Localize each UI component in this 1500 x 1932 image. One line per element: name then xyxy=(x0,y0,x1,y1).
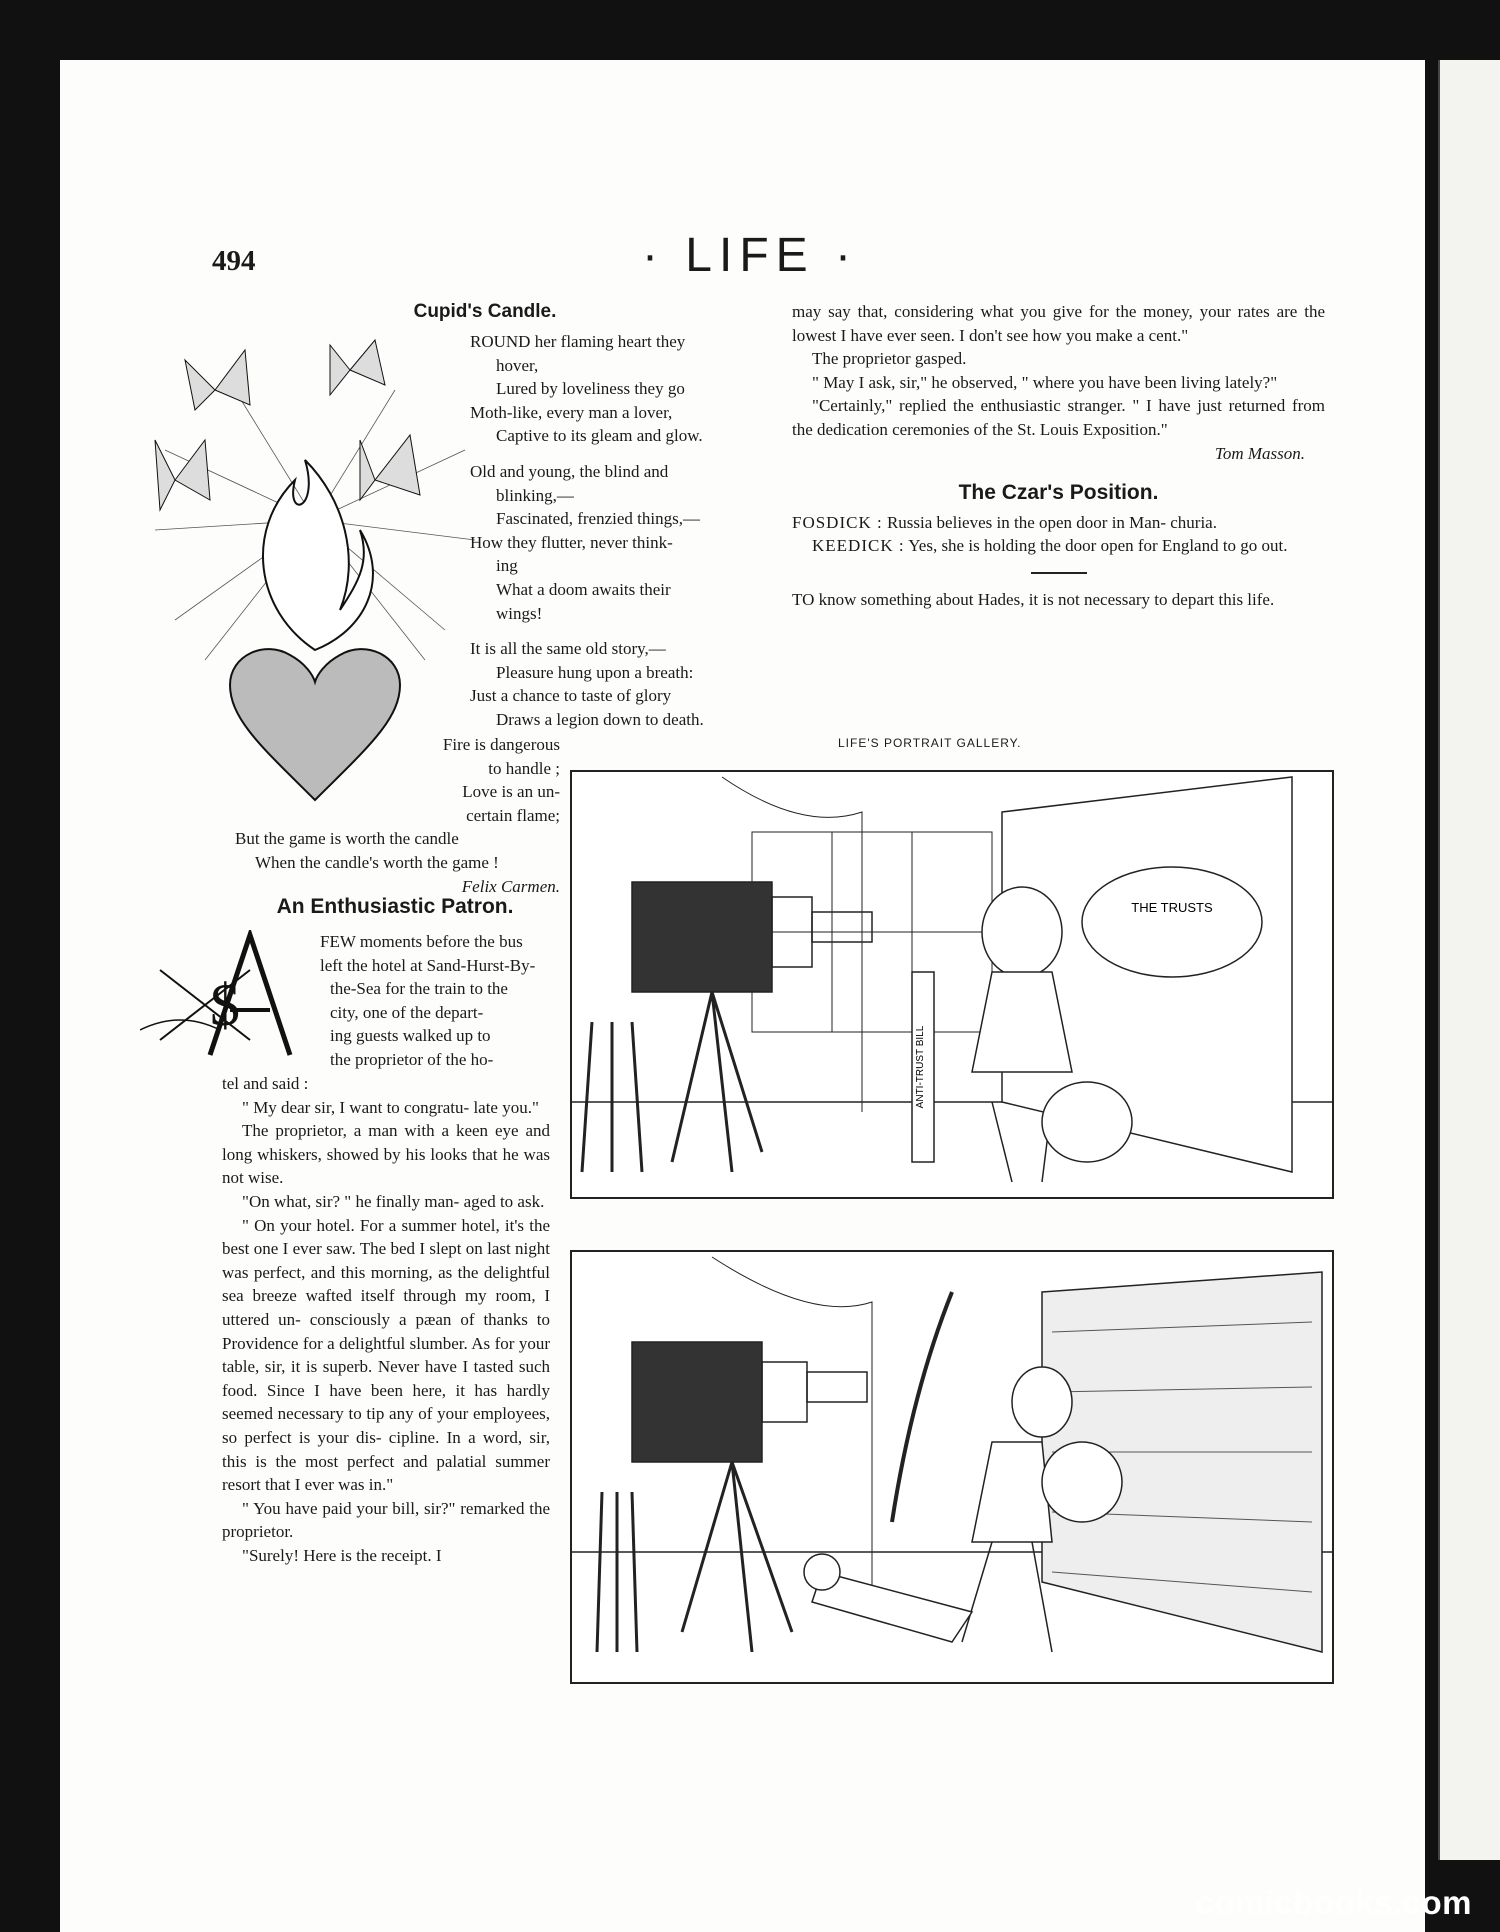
poem-line: How they flutter, never think- xyxy=(470,532,673,552)
poem-line: wings! xyxy=(496,603,543,623)
patron-opening-line: the proprietor of the ho- xyxy=(330,1049,494,1069)
cupids-candle-title: Cupid's Candle. xyxy=(413,301,557,322)
trusts-label: THE TRUSTS xyxy=(1131,900,1213,915)
source-watermark: comicbooks.com xyxy=(1195,1884,1472,1921)
svg-text:$: $ xyxy=(210,972,240,1038)
cartoon-panel-sword xyxy=(570,1250,1334,1684)
paragraph: " You have paid your bill, sir?" remarked the proprietor. xyxy=(222,1498,550,1542)
poem-line: ROUND her flaming heart they xyxy=(470,332,686,351)
poem-author: Felix Carmen. xyxy=(461,876,560,896)
paragraph: " My dear sir, I want to congratu- late you." xyxy=(242,1097,539,1117)
enthusiastic-patron-title: An Enthusiastic Patron. xyxy=(276,895,514,918)
masthead-life: · LIFE · xyxy=(641,229,858,282)
fosdick-line: Russia believes in the open door in Man- churia. xyxy=(886,512,1217,532)
poem-line: ing xyxy=(496,556,518,576)
speaker-keedick: KEEDICK : xyxy=(812,536,905,556)
patron-opening-line: FEW moments before the bus xyxy=(320,932,523,951)
patron-opening-line: the-Sea for the train to the xyxy=(330,979,508,999)
poem-line: Lured by loveliness they go xyxy=(496,379,685,399)
poem-line: What a doom awaits their xyxy=(496,579,671,599)
patron-body xyxy=(222,1072,550,1567)
paragraph: "Surely! Here is the receipt. I xyxy=(242,1545,442,1565)
poem-line: Captive to its gleam and glow. xyxy=(496,426,703,446)
poem-line: Pleasure hung upon a breath: xyxy=(496,662,694,682)
poem-line: When the candle's worth the game ! xyxy=(255,852,499,872)
gallery-caption: LIFE'S PORTRAIT GALLERY. xyxy=(838,736,1022,750)
paragraph: The proprietor, a man with a keen eye and long whiskers, showed by his looks that he was not wise. xyxy=(222,1121,550,1188)
poem-line: certain flame; xyxy=(466,805,560,825)
paragraph: "Certainly," replied the enthusiastic stranger. " I have just returned from the dedication ceremonies of the St. Louis Exposition." xyxy=(792,396,1325,439)
paragraph: tel and said : xyxy=(222,1074,309,1093)
cartoon-panel-trusts xyxy=(570,770,1334,1199)
poem-line: Love is an un- xyxy=(462,782,560,802)
paragraph: The proprietor gasped. xyxy=(812,349,967,369)
right-column xyxy=(792,300,1325,612)
paragraph: " May I ask, sir," he observed, " where you have been living lately?" xyxy=(812,372,1278,392)
dollar-initial-illustration xyxy=(140,930,320,1060)
hades-paragraph: TO know something about Hades, it is not necessary to depart this life. xyxy=(792,589,1275,609)
poem-line: blinking,— xyxy=(496,485,574,505)
poem-line: to handle ; xyxy=(488,758,560,778)
poem-line: Fire is dangerous xyxy=(442,735,560,754)
keedick-line: Yes, she is holding the door open for England to go out. xyxy=(908,536,1288,556)
section-divider xyxy=(1031,572,1087,574)
paragraph: may say that, considering what you give for the money, your rates are the lowest I have ever seen. I don't see how you make a cent." xyxy=(792,302,1325,345)
patron-opening xyxy=(320,930,550,1072)
paragraph: " On your hotel. For a summer hotel, it's the best one I ever saw. The bed I slept on last night was perfect, and this morning, as the delightful sea breeze wafted itself through my room, I uttered un- consciously a pæan of thanks to Providence for a delightful slumber. As for your table, sir, it is superb. Never have I tasted such food. Since I have been here, it has hardly seemed necessary to tip any of your employees, so perfect is your dis- cipline. In a word, sir, this is the most perfect and palatial summer resort that I ever was in." xyxy=(222,1215,550,1495)
cupids-candle-closing xyxy=(235,733,560,898)
patron-opening-line: ing guests walked up to xyxy=(330,1026,491,1046)
patron-opening-line: city, one of the depart- xyxy=(330,1002,484,1022)
cupids-candle-poem xyxy=(470,330,755,732)
poem-line: Draws a legion down to death. xyxy=(496,709,704,729)
article-author: Tom Masson. xyxy=(1214,443,1305,463)
czar-position-title: The Czar's Position. xyxy=(958,481,1159,505)
paragraph: "On what, sir? " he finally man- aged to ask. xyxy=(242,1191,545,1211)
poem-line: Fascinated, frenzied things,— xyxy=(496,509,700,529)
poem-line: Old and young, the blind and xyxy=(470,461,669,481)
speaker-fosdick: FOSDICK : xyxy=(792,512,883,532)
adjacent-page-edge xyxy=(1438,60,1500,1860)
poem-line: It is all the same old story,— xyxy=(470,639,666,659)
poem-line: But the game is worth the candle xyxy=(235,829,459,849)
poem-line: Just a chance to taste of glory xyxy=(470,686,672,706)
anti-trust-bill-label: ANTI-TRUST BILL xyxy=(915,1025,926,1109)
poem-line: Moth-like, every man a lover, xyxy=(470,402,673,422)
patron-opening-line: left the hotel at Sand-Hurst-By- xyxy=(320,955,536,975)
page-number: 494 xyxy=(212,245,256,277)
poem-line: hover, xyxy=(496,355,539,375)
